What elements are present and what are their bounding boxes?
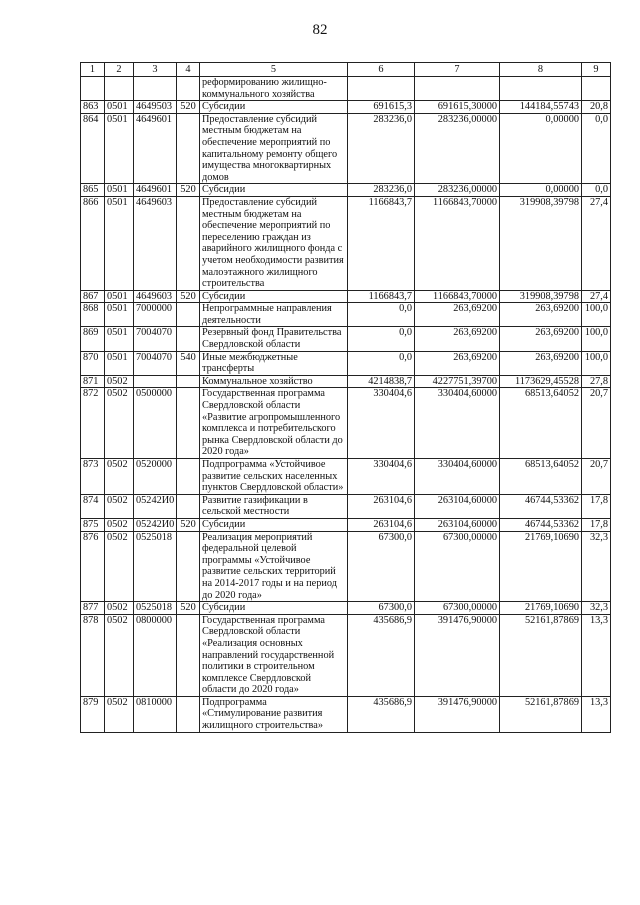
- target-article-cell: 0520000: [134, 459, 177, 495]
- execution-percent-cell: 13,3: [582, 696, 611, 732]
- header-cell-5: 5: [200, 63, 348, 77]
- target-article-cell: 0525018: [134, 602, 177, 615]
- expense-type-cell: [177, 327, 200, 351]
- approved-amount-cell: 435686,9: [348, 696, 415, 732]
- execution-percent-cell: 27,8: [582, 375, 611, 388]
- revised-amount-cell: 263,69200: [415, 351, 500, 375]
- target-article-cell: 4649503: [134, 101, 177, 114]
- table-row: [81, 696, 611, 732]
- description-cell: Субсидии: [200, 518, 348, 531]
- section-code-cell: 0502: [105, 531, 134, 602]
- executed-amount-cell: 263,69200: [500, 351, 582, 375]
- approved-amount-cell: 1166843,7: [348, 290, 415, 303]
- executed-amount-cell: 21769,10690: [500, 602, 582, 615]
- row-number-cell: 870: [81, 351, 105, 375]
- table-row: [81, 303, 611, 327]
- executed-amount-cell: 46744,53362: [500, 494, 582, 518]
- target-article-cell: 0810000: [134, 696, 177, 732]
- target-article-cell: 4649603: [134, 290, 177, 303]
- expense-type-cell: 540: [177, 351, 200, 375]
- expense-type-cell: [177, 614, 200, 696]
- executed-amount-cell: 68513,64052: [500, 388, 582, 459]
- executed-amount-cell: 263,69200: [500, 327, 582, 351]
- row-number-cell: 879: [81, 696, 105, 732]
- description-cell: Государственная программа Свердловской области «Реализация основных направлений государственной политики в строительном комплексе Свердловской области до 2020 года»: [200, 614, 348, 696]
- description-cell: Подпрограмма «Стимулирование развития жилищного строительства»: [200, 696, 348, 732]
- target-article-cell: 7004070: [134, 327, 177, 351]
- description-cell: Коммунальное хозяйство: [200, 375, 348, 388]
- execution-percent-cell: 13,3: [582, 614, 611, 696]
- row-number-cell: 875: [81, 518, 105, 531]
- section-code-cell: 0502: [105, 375, 134, 388]
- approved-amount-cell: 263104,6: [348, 494, 415, 518]
- approved-amount-cell: 283236,0: [348, 113, 415, 184]
- header-cell-1: 1: [81, 63, 105, 77]
- approved-amount-cell: 691615,3: [348, 101, 415, 114]
- revised-amount-cell: 4227751,39700: [415, 375, 500, 388]
- table-row: [81, 494, 611, 518]
- target-article-cell: 4649601: [134, 113, 177, 184]
- description-cell: реформированию жилищно-коммунального хозяйства: [200, 77, 348, 101]
- section-code-cell: 0502: [105, 614, 134, 696]
- row-number-cell: 865: [81, 184, 105, 197]
- header-cell-6: 6: [348, 63, 415, 77]
- target-article-cell: 0525018: [134, 531, 177, 602]
- table-body: [81, 63, 611, 733]
- executed-amount-cell: 46744,53362: [500, 518, 582, 531]
- table-row: [81, 101, 611, 114]
- description-cell: Развитие газификации в сельской местности: [200, 494, 348, 518]
- execution-percent-cell: 100,0: [582, 303, 611, 327]
- expense-type-cell: 520: [177, 101, 200, 114]
- table-row: [81, 327, 611, 351]
- section-code-cell: 0502: [105, 494, 134, 518]
- budget-table: [80, 62, 611, 733]
- revised-amount-cell: 330404,60000: [415, 388, 500, 459]
- executed-amount-cell: 52161,87869: [500, 614, 582, 696]
- section-code-cell: [105, 77, 134, 101]
- page-number: 82: [312, 22, 328, 38]
- expense-type-cell: [177, 375, 200, 388]
- table-row: [81, 375, 611, 388]
- revised-amount-cell: 67300,00000: [415, 602, 500, 615]
- execution-percent-cell: 17,8: [582, 494, 611, 518]
- description-cell: Предоставление субсидий местным бюджетам на обеспечение мероприятий по капитальному ремонту общего имущества многоквартирных домов: [200, 113, 348, 184]
- table-row: [81, 113, 611, 184]
- execution-percent-cell: 100,0: [582, 351, 611, 375]
- section-code-cell: 0501: [105, 290, 134, 303]
- executed-amount-cell: [500, 77, 582, 101]
- header-cell-2: 2: [105, 63, 134, 77]
- executed-amount-cell: 319908,39798: [500, 196, 582, 290]
- execution-percent-cell: 0,0: [582, 113, 611, 184]
- table-row: [81, 531, 611, 602]
- expense-type-cell: [177, 196, 200, 290]
- row-number-cell: 872: [81, 388, 105, 459]
- revised-amount-cell: [415, 77, 500, 101]
- expense-type-cell: [177, 388, 200, 459]
- approved-amount-cell: [348, 77, 415, 101]
- section-code-cell: 0502: [105, 696, 134, 732]
- section-code-cell: 0501: [105, 327, 134, 351]
- expense-type-cell: [177, 696, 200, 732]
- header-cell-4: 4: [177, 63, 200, 77]
- row-number-cell: 869: [81, 327, 105, 351]
- approved-amount-cell: 0,0: [348, 327, 415, 351]
- row-number-cell: 873: [81, 459, 105, 495]
- revised-amount-cell: 1166843,70000: [415, 290, 500, 303]
- approved-amount-cell: 283236,0: [348, 184, 415, 197]
- expense-type-cell: [177, 113, 200, 184]
- description-cell: Иные межбюджетные трансферты: [200, 351, 348, 375]
- expense-type-cell: 520: [177, 518, 200, 531]
- row-number-cell: 864: [81, 113, 105, 184]
- expense-type-cell: [177, 459, 200, 495]
- revised-amount-cell: 391476,90000: [415, 696, 500, 732]
- description-cell: Непрограммные направления деятельности: [200, 303, 348, 327]
- expense-type-cell: [177, 531, 200, 602]
- expense-type-cell: 520: [177, 184, 200, 197]
- approved-amount-cell: 67300,0: [348, 531, 415, 602]
- executed-amount-cell: 1173629,45528: [500, 375, 582, 388]
- section-code-cell: 0501: [105, 303, 134, 327]
- table-row: [81, 518, 611, 531]
- executed-amount-cell: 21769,10690: [500, 531, 582, 602]
- revised-amount-cell: 283236,00000: [415, 113, 500, 184]
- approved-amount-cell: 435686,9: [348, 614, 415, 696]
- table-row: [81, 290, 611, 303]
- target-article-cell: 0500000: [134, 388, 177, 459]
- table-row: [81, 388, 611, 459]
- table-row: [81, 602, 611, 615]
- expense-type-cell: 520: [177, 290, 200, 303]
- description-cell: Субсидии: [200, 602, 348, 615]
- execution-percent-cell: 20,7: [582, 388, 611, 459]
- revised-amount-cell: 263,69200: [415, 303, 500, 327]
- row-number-cell: 863: [81, 101, 105, 114]
- target-article-cell: 4649603: [134, 196, 177, 290]
- target-article-cell: 05242И0: [134, 518, 177, 531]
- description-cell: Субсидии: [200, 101, 348, 114]
- execution-percent-cell: 27,4: [582, 196, 611, 290]
- table-row: [81, 184, 611, 197]
- section-code-cell: 0501: [105, 113, 134, 184]
- description-cell: Предоставление субсидий местным бюджетам на обеспечение мероприятий по переселению граждан из аварийного жилищного фонда с учетом необходимости развития малоэтажного жилищного строительства: [200, 196, 348, 290]
- description-cell: Субсидии: [200, 290, 348, 303]
- execution-percent-cell: 17,8: [582, 518, 611, 531]
- target-article-cell: 0800000: [134, 614, 177, 696]
- executed-amount-cell: 68513,64052: [500, 459, 582, 495]
- table-row: [81, 614, 611, 696]
- target-article-cell: 7004070: [134, 351, 177, 375]
- revised-amount-cell: 391476,90000: [415, 614, 500, 696]
- execution-percent-cell: 27,4: [582, 290, 611, 303]
- row-number-cell: 868: [81, 303, 105, 327]
- target-article-cell: 7000000: [134, 303, 177, 327]
- execution-percent-cell: 32,3: [582, 602, 611, 615]
- revised-amount-cell: 330404,60000: [415, 459, 500, 495]
- target-article-cell: [134, 77, 177, 101]
- revised-amount-cell: 263104,60000: [415, 518, 500, 531]
- section-code-cell: 0502: [105, 388, 134, 459]
- target-article-cell: 05242И0: [134, 494, 177, 518]
- approved-amount-cell: 0,0: [348, 351, 415, 375]
- revised-amount-cell: 67300,00000: [415, 531, 500, 602]
- description-cell: Реализация мероприятий федеральной целевой программы «Устойчивое развитие сельских территорий на 2014-2017 годы и на период до 2020 года»: [200, 531, 348, 602]
- description-cell: Резервный фонд Правительства Свердловской области: [200, 327, 348, 351]
- approved-amount-cell: 0,0: [348, 303, 415, 327]
- description-cell: Государственная программа Свердловской области «Развитие агропромышленного комплекса и потребительского рынка Свердловской области до 2020 года»: [200, 388, 348, 459]
- row-number-cell: 867: [81, 290, 105, 303]
- executed-amount-cell: 0,00000: [500, 184, 582, 197]
- executed-amount-cell: 263,69200: [500, 303, 582, 327]
- row-number-cell: [81, 77, 105, 101]
- header-cell-8: 8: [500, 63, 582, 77]
- approved-amount-cell: 330404,6: [348, 459, 415, 495]
- executed-amount-cell: 52161,87869: [500, 696, 582, 732]
- expense-type-cell: [177, 303, 200, 327]
- header-cell-7: 7: [415, 63, 500, 77]
- row-number-cell: 878: [81, 614, 105, 696]
- section-code-cell: 0502: [105, 459, 134, 495]
- expense-type-cell: [177, 494, 200, 518]
- section-code-cell: 0501: [105, 184, 134, 197]
- approved-amount-cell: 4214838,7: [348, 375, 415, 388]
- target-article-cell: 4649601: [134, 184, 177, 197]
- table-row: [81, 77, 611, 101]
- approved-amount-cell: 67300,0: [348, 602, 415, 615]
- row-number-cell: 874: [81, 494, 105, 518]
- section-code-cell: 0502: [105, 602, 134, 615]
- approved-amount-cell: 263104,6: [348, 518, 415, 531]
- revised-amount-cell: 1166843,70000: [415, 196, 500, 290]
- row-number-cell: 876: [81, 531, 105, 602]
- approved-amount-cell: 330404,6: [348, 388, 415, 459]
- header-cell-9: 9: [582, 63, 611, 77]
- executed-amount-cell: 319908,39798: [500, 290, 582, 303]
- section-code-cell: 0501: [105, 101, 134, 114]
- row-number-cell: 871: [81, 375, 105, 388]
- row-number-cell: 866: [81, 196, 105, 290]
- executed-amount-cell: 144184,55743: [500, 101, 582, 114]
- revised-amount-cell: 283236,00000: [415, 184, 500, 197]
- table-header-row: [81, 63, 611, 77]
- table-row: [81, 351, 611, 375]
- table-row: [81, 459, 611, 495]
- row-number-cell: 877: [81, 602, 105, 615]
- revised-amount-cell: 263,69200: [415, 327, 500, 351]
- execution-percent-cell: 32,3: [582, 531, 611, 602]
- execution-percent-cell: [582, 77, 611, 101]
- section-code-cell: 0501: [105, 351, 134, 375]
- description-cell: Субсидии: [200, 184, 348, 197]
- table-row: [81, 196, 611, 290]
- executed-amount-cell: 0,00000: [500, 113, 582, 184]
- revised-amount-cell: 691615,30000: [415, 101, 500, 114]
- revised-amount-cell: 263104,60000: [415, 494, 500, 518]
- section-code-cell: 0502: [105, 518, 134, 531]
- execution-percent-cell: 20,7: [582, 459, 611, 495]
- expense-type-cell: [177, 77, 200, 101]
- approved-amount-cell: 1166843,7: [348, 196, 415, 290]
- header-cell-3: 3: [134, 63, 177, 77]
- description-cell: Подпрограмма «Устойчивое развитие сельских населенных пунктов Свердловской области»: [200, 459, 348, 495]
- execution-percent-cell: 0,0: [582, 184, 611, 197]
- expense-type-cell: 520: [177, 602, 200, 615]
- section-code-cell: 0501: [105, 196, 134, 290]
- execution-percent-cell: 20,8: [582, 101, 611, 114]
- execution-percent-cell: 100,0: [582, 327, 611, 351]
- target-article-cell: [134, 375, 177, 388]
